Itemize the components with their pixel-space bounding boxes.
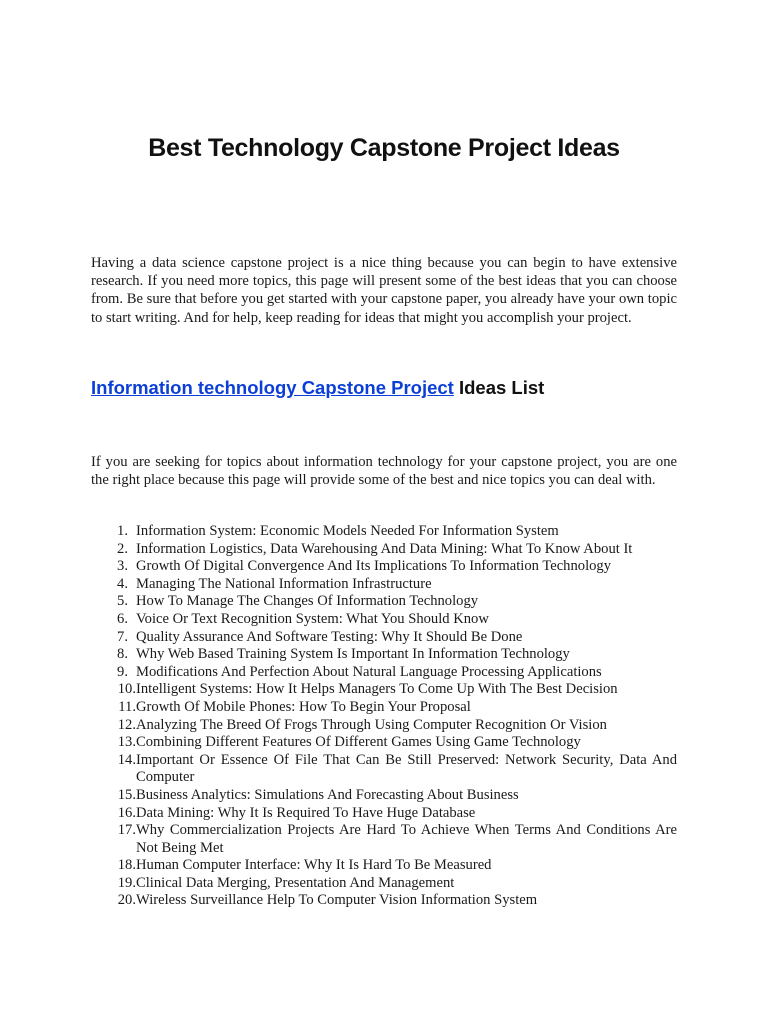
list-item-text: Managing The National Information Infrastructure xyxy=(136,575,432,592)
list-item-text: Why Commercialization Projects Are Hard To Achieve When Terms And Conditions Are Not Being Met xyxy=(136,822,677,856)
intro-paragraph: Having a data science capstone project is a nice thing because you can begin to have extensive research. If you need more topics, this page will present some of the best ideas that you can choose from. Be sure that before you get started with your capstone paper, you already have your own topic to start writing. And for help, keep reading for ideas that might you accomplish your project. xyxy=(91,255,677,326)
list-item xyxy=(91,717,677,735)
list-item-number: 17. xyxy=(117,822,136,839)
list-item-text: Wireless Surveillance Help To Computer Vision Information System xyxy=(136,892,538,909)
list-item-text: How To Manage The Changes Of Information Technology xyxy=(136,593,479,610)
list-item-text: Combining Different Features Of Different Games Using Game Technology xyxy=(136,734,581,751)
list-item-number: 8. xyxy=(117,646,128,663)
list-item-number: 6. xyxy=(117,610,128,627)
list-item xyxy=(91,892,677,910)
list-item xyxy=(91,681,677,699)
list-item-number: 7. xyxy=(117,628,128,645)
page-title: Best Technology Capstone Project Ideas xyxy=(148,134,620,162)
list-item-number: 14. xyxy=(117,751,136,768)
capstone-project-link[interactable]: Information technology Capstone Project xyxy=(91,377,454,398)
list-item-text: Information System: Economic Models Needed For Information System xyxy=(136,523,559,539)
list-item-number: 18. xyxy=(117,857,136,874)
list-item-number: 9. xyxy=(117,663,128,680)
list-item-text: Intelligent Systems: How It Helps Managers To Come Up With The Best Decision xyxy=(136,681,618,698)
list-item-number: 15. xyxy=(117,786,136,803)
list-item-text: Human Computer Interface: Why It Is Hard To Be Measured xyxy=(136,857,492,874)
list-item-text: Analyzing The Breed Of Frogs Through Using Computer Recognition Or Vision xyxy=(136,716,607,733)
list-item xyxy=(91,664,677,682)
list-item-text: Clinical Data Merging, Presentation And Management xyxy=(136,874,455,891)
list-item-number: 19. xyxy=(117,874,136,891)
list-item xyxy=(91,752,677,787)
list-item xyxy=(91,558,677,576)
list-item-number: 20. xyxy=(117,892,136,909)
list-item xyxy=(91,875,677,893)
list-item-text: Growth Of Digital Convergence And Its Implications To Information Technology xyxy=(136,558,612,575)
list-item-text: Important Or Essence Of File That Can Be Still Preserved: Network Security, Data And Computer xyxy=(136,751,677,786)
list-item xyxy=(91,646,677,664)
list-item-number: 11. xyxy=(118,698,136,715)
list-item-text: Data Mining: Why It Is Required To Have Huge Database xyxy=(136,804,476,821)
list-item xyxy=(91,857,677,875)
list-item-number: 13. xyxy=(117,734,136,751)
list-item-number: 3. xyxy=(117,558,128,575)
list-item xyxy=(91,541,677,559)
list-item xyxy=(91,611,677,629)
list-item-number: 2. xyxy=(117,540,128,557)
list-item-number: 12. xyxy=(117,716,136,733)
section-heading-suffix: Ideas List xyxy=(453,377,545,398)
list-item-number: 10. xyxy=(117,681,136,698)
list-item-text: Business Analytics: Simulations And Forecasting About Business xyxy=(136,786,519,803)
list-item xyxy=(91,523,677,541)
list-item-text: Voice Or Text Recognition System: What You Should Know xyxy=(136,610,489,627)
list-item-text: Quality Assurance And Software Testing: Why It Should Be Done xyxy=(136,628,523,645)
list-item xyxy=(91,734,677,752)
list-item-number: 1. xyxy=(117,523,128,539)
list-item-text: Modifications And Perfection About Natural Language Processing Applications xyxy=(136,663,602,680)
section-heading xyxy=(91,377,711,399)
lead-paragraph: If you are seeking for topics about information technology for your capstone project, you are one the right place because this page will provide some of the best and nice topics you can deal with. xyxy=(91,454,677,489)
list-item-number: 16. xyxy=(117,804,136,821)
list-item-text: Growth Of Mobile Phones: How To Begin Your Proposal xyxy=(136,698,471,715)
list-item-number: 4. xyxy=(117,575,128,592)
list-item-text: Information Logistics, Data Warehousing And Data Mining: What To Know About It xyxy=(136,540,633,557)
list-item xyxy=(91,699,677,717)
list-item-number: 5. xyxy=(117,593,128,610)
list-item xyxy=(91,805,677,823)
ideas-list xyxy=(91,523,677,910)
list-item xyxy=(91,593,677,611)
list-item xyxy=(91,822,677,857)
list-item xyxy=(91,576,677,594)
list-item xyxy=(91,787,677,805)
list-item-text: Why Web Based Training System Is Important In Information Technology xyxy=(136,646,570,663)
list-item xyxy=(91,629,677,647)
